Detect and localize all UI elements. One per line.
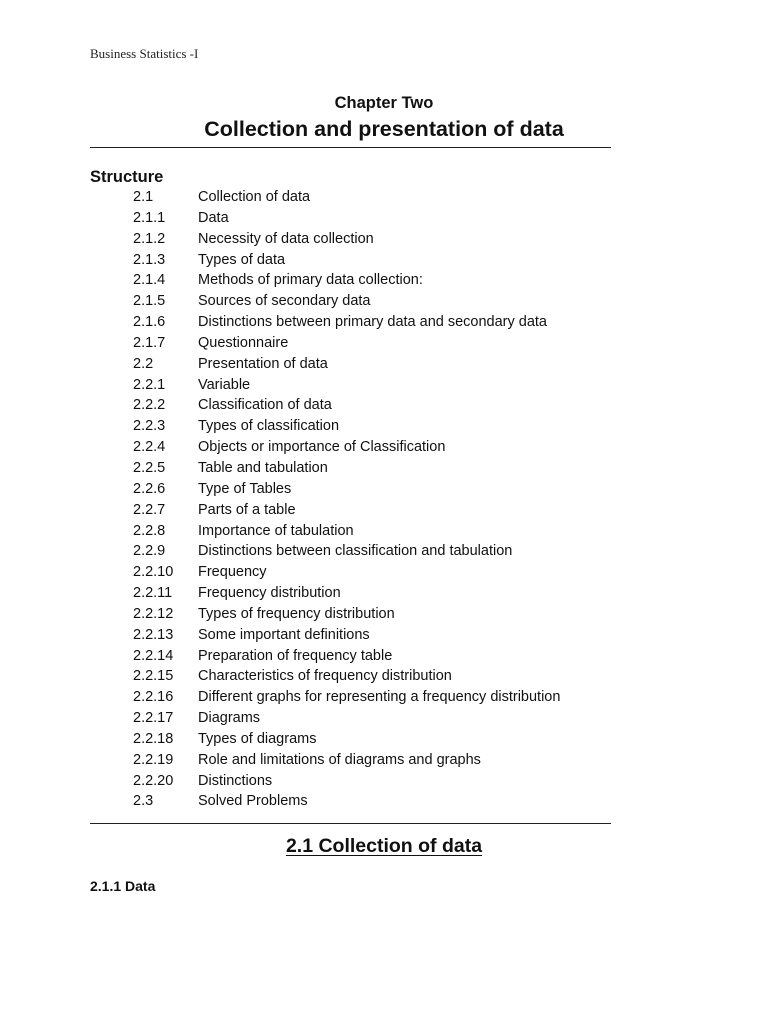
- structure-item: [133, 229, 560, 250]
- structure-item-number: 2.2.5: [133, 459, 166, 476]
- structure-item-title: Frequency: [198, 564, 267, 581]
- structure-item-title: Classification of data: [198, 397, 332, 414]
- structure-item: [133, 562, 560, 583]
- structure-item-title: Questionnaire: [198, 334, 289, 351]
- structure-item: [133, 479, 560, 500]
- section-heading: [0, 835, 768, 858]
- structure-item-title: Frequency distribution: [198, 585, 341, 602]
- structure-item: [133, 583, 560, 604]
- structure-item-number: 2.3: [133, 793, 154, 810]
- structure-item-number: 2.1.4: [133, 272, 166, 289]
- structure-item: [133, 291, 560, 312]
- structure-item-title: Characteristics of frequency distribution: [198, 668, 452, 685]
- structure-item-title: Necessity of data collection: [198, 230, 374, 247]
- structure-item-title: Parts of a table: [198, 501, 296, 518]
- structure-item-number: 2.2.20: [133, 772, 174, 789]
- structure-item-number: 2.2.3: [133, 418, 166, 435]
- structure-item-title: Types of classification: [198, 418, 340, 435]
- structure-item-number: 2.2.9: [133, 543, 166, 560]
- structure-item-title: Role and limitations of diagrams and graphs: [198, 751, 481, 768]
- structure-item: [133, 187, 560, 208]
- structure-item-title: Distinctions: [198, 772, 273, 789]
- divider-bottom: [90, 823, 611, 824]
- structure-item: [133, 625, 560, 646]
- structure-item-number: 2.2.1: [133, 376, 166, 393]
- structure-item-number: 2.2.14: [133, 647, 174, 664]
- structure-item-title: Sources of secondary data: [198, 293, 371, 310]
- chapter-label: Chapter Two: [334, 94, 434, 112]
- chapter-title: Collection and presentation of data: [204, 117, 564, 141]
- structure-item-number: 2.1.6: [133, 314, 166, 331]
- structure-item-title: Types of data: [198, 251, 286, 268]
- structure-item-title: Data: [198, 209, 229, 226]
- structure-item-number: 2.2.12: [133, 605, 174, 622]
- structure-item-number: 2.1.5: [133, 293, 166, 310]
- structure-item: [133, 687, 560, 708]
- structure-item: [133, 708, 560, 729]
- structure-item-title: Importance of tabulation: [198, 522, 354, 539]
- structure-item-number: 2.2.8: [133, 522, 166, 539]
- structure-item: [133, 604, 560, 625]
- structure-item: [133, 750, 560, 771]
- structure-item-title: Some important definitions: [198, 626, 370, 643]
- structure-item-number: 2.2: [133, 355, 154, 372]
- structure-item-number: 2.2.17: [133, 710, 174, 727]
- structure-item-number: 2.2.11: [133, 585, 173, 602]
- structure-item: [133, 666, 560, 687]
- structure-item-number: 2.2.4: [133, 439, 166, 456]
- structure-item-title: Diagrams: [198, 710, 261, 727]
- structure-item-number: 2.1.3: [133, 251, 166, 268]
- structure-item: [133, 458, 560, 479]
- structure-item: [133, 416, 560, 437]
- structure-item: [133, 395, 560, 416]
- structure-item: [133, 270, 560, 291]
- structure-item: [133, 729, 560, 750]
- structure-item: [133, 250, 560, 271]
- structure-item-title: Objects or importance of Classification: [198, 439, 446, 456]
- structure-item: [133, 312, 560, 333]
- structure-item: [133, 771, 560, 792]
- structure-item: [133, 375, 560, 396]
- structure-item-title: Types of frequency distribution: [198, 605, 395, 622]
- structure-item-number: 2.2.19: [133, 751, 174, 768]
- structure-item: [133, 646, 560, 667]
- structure-item: [133, 333, 560, 354]
- structure-item-title: Type of Tables: [198, 480, 292, 497]
- section-heading-text: 2.1 Collection of data: [285, 835, 483, 857]
- structure-item-title: Distinctions between primary data and secondary data: [198, 314, 547, 331]
- structure-item-number: 2.1.2: [133, 230, 166, 247]
- structure-item: [133, 791, 560, 812]
- structure-heading: Structure: [90, 168, 164, 186]
- structure-item-title: Different graphs for representing a frequency distribution: [198, 689, 561, 706]
- structure-item-number: 2.2.6: [133, 480, 166, 497]
- structure-item: [133, 437, 560, 458]
- structure-item-number: 2.2.7: [133, 501, 166, 518]
- structure-item: [133, 354, 560, 375]
- structure-item-number: 2.2.15: [133, 668, 174, 685]
- structure-item-title: Distinctions between classification and tabulation: [198, 543, 513, 560]
- structure-item-number: 2.1.1: [133, 209, 166, 226]
- structure-item: [133, 521, 560, 542]
- structure-item-number: 2.1.7: [133, 334, 166, 351]
- structure-item-title: Methods of primary data collection:: [198, 272, 423, 289]
- structure-list: [133, 187, 560, 812]
- running-header: Business Statistics -I: [90, 46, 199, 61]
- structure-item-title: Table and tabulation: [198, 459, 328, 476]
- structure-item-number: 2.1: [133, 189, 154, 205]
- subsection-heading: 2.1.1 Data: [90, 878, 156, 894]
- structure-item-title: Preparation of frequency table: [198, 647, 393, 664]
- structure-item-title: Presentation of data: [198, 355, 328, 372]
- structure-item-number: 2.2.16: [133, 689, 174, 706]
- structure-item-number: 2.2.2: [133, 397, 166, 414]
- structure-item-number: 2.2.18: [133, 730, 174, 747]
- structure-item: [133, 500, 560, 521]
- structure-item-title: Types of diagrams: [198, 730, 317, 747]
- divider-top: [90, 147, 611, 148]
- structure-item: [133, 208, 560, 229]
- structure-item-number: 2.2.10: [133, 564, 174, 581]
- structure-item-title: Solved Problems: [198, 793, 308, 810]
- structure-item: [133, 541, 560, 562]
- structure-item-title: Variable: [198, 376, 251, 393]
- structure-item-title: Collection of data: [198, 189, 311, 205]
- structure-item-number: 2.2.13: [133, 626, 174, 643]
